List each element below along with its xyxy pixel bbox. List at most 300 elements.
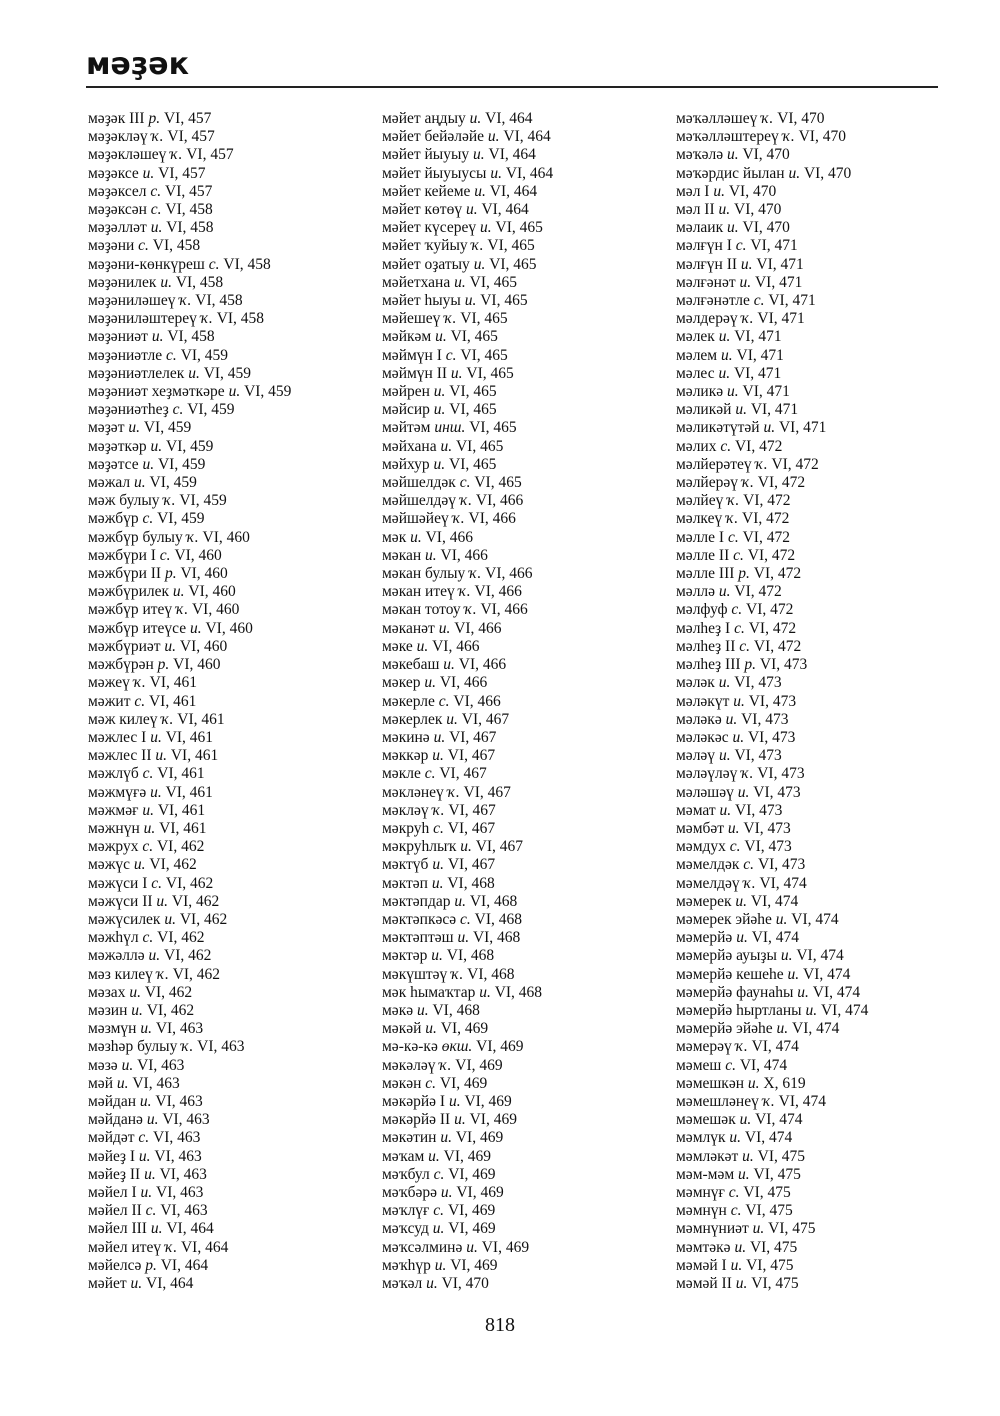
index-entry <box>88 711 291 729</box>
entry-word: мәҙәниәт хеҙмәткәре <box>88 383 225 401</box>
entry-part-of-speech: и. <box>805 1001 818 1019</box>
entry-word: мәйдан <box>88 1092 137 1110</box>
entry-reference: VI, 460 <box>184 583 236 601</box>
entry-reference: VI, 469 <box>436 1074 488 1092</box>
entry-word: мәйхур <box>382 455 430 473</box>
index-entry <box>382 693 553 711</box>
entry-part-of-speech: ҡ. <box>762 1092 775 1110</box>
entry-reference: VI, 469 <box>451 1056 503 1074</box>
entry-reference: VI, 463 <box>128 1074 180 1092</box>
index-entry <box>676 1129 868 1147</box>
entry-part-of-speech: и. <box>735 892 748 910</box>
entry-part-of-speech: ҡ. <box>156 965 169 983</box>
entry-part-of-speech: ҡ. <box>439 1056 452 1074</box>
entry-reference: VI, 474 <box>751 1111 803 1129</box>
entry-reference: VI, 466 <box>449 692 501 710</box>
index-entry <box>382 966 553 984</box>
index-entry <box>676 693 868 711</box>
entry-part-of-speech: и. <box>416 1001 429 1019</box>
entry-part-of-speech: и. <box>435 328 447 346</box>
entry-reference: VI, 463 <box>151 1092 203 1110</box>
entry-word: мәҡәлләшеү <box>676 110 758 127</box>
entry-reference: VI, 458 <box>161 201 213 219</box>
index-entry <box>382 383 553 401</box>
entry-word: мәмат <box>676 801 716 819</box>
entry-word: мәкан булыу <box>382 565 466 583</box>
entry-word: мәликәтүтәй <box>676 419 760 437</box>
entry-reference: VI, 470 <box>800 164 852 182</box>
entry-reference: VI, 470 <box>730 201 782 219</box>
entry-reference: VI, 457 <box>182 146 234 164</box>
entry-reference: VI, 474 <box>817 1001 869 1019</box>
entry-part-of-speech: и. <box>228 383 241 401</box>
entry-word: мәжүс <box>88 856 131 874</box>
entry-reference: VI, 459 <box>145 474 197 492</box>
entry-reference: VI, 470 <box>794 128 846 146</box>
entry-word: мәжбүр итеүсе <box>88 619 187 637</box>
index-entry <box>382 565 553 583</box>
entry-word: мәйтәм <box>382 419 431 437</box>
entry-reference: VI, 459 <box>240 383 292 401</box>
entry-word: мәләкә <box>676 710 722 728</box>
index-entry <box>676 583 868 601</box>
entry-word: мәлфуф <box>676 601 728 619</box>
entry-reference: VI, 458 <box>163 328 215 346</box>
entry-word: мәкан <box>382 546 422 564</box>
entry-part-of-speech: и. <box>740 255 753 273</box>
entry-reference: VI, 465 <box>465 419 517 437</box>
entry-reference: VI, 466 <box>472 492 524 510</box>
entry-reference: VI, 461 <box>153 801 206 819</box>
entry-part-of-speech: и. <box>440 1183 453 1201</box>
index-entry <box>382 1075 553 1093</box>
entry-word: мәмерйә фаунаһы <box>676 983 794 1001</box>
entry-word: мәлес <box>676 364 715 382</box>
entry-reference: VI, 458 <box>219 255 271 273</box>
entry-word: мәҡәрдис йылан <box>676 164 785 182</box>
index-entry <box>88 784 291 802</box>
entry-part-of-speech: и. <box>742 1147 754 1165</box>
entry-reference: VI, 475 <box>741 1202 793 1220</box>
entry-word: мәктүб <box>382 856 429 874</box>
entry-part-of-speech: ҡ. <box>743 874 756 892</box>
entry-part-of-speech: р. <box>148 110 161 127</box>
entry-reference: VI, 475 <box>742 1256 794 1274</box>
entry-reference: VI, 466 <box>435 674 488 692</box>
entry-part-of-speech: с. <box>142 929 154 947</box>
entry-word: мәлих <box>676 437 717 455</box>
entry-reference: VI, 470 <box>738 146 790 164</box>
entry-part-of-speech: с. <box>729 838 741 856</box>
entry-word: мәжлес I <box>88 728 147 746</box>
entry-reference: VI, 465 <box>485 255 537 273</box>
entry-word: мәканәт <box>382 619 435 637</box>
entry-word: мәмерйә кешеһе <box>676 965 784 983</box>
entry-part-of-speech: и. <box>150 728 162 746</box>
entry-reference: VI, 457 <box>161 182 213 200</box>
entry-word: мәҙәткәр <box>88 437 147 455</box>
entry-part-of-speech: и. <box>138 1147 151 1165</box>
entry-part-of-speech: с. <box>142 765 154 783</box>
entry-reference: VI, 467 <box>443 856 496 874</box>
entry-part-of-speech: и. <box>480 219 492 237</box>
index-entry <box>676 146 868 164</box>
entry-part-of-speech: и. <box>142 455 155 473</box>
index-entry <box>88 1057 291 1075</box>
entry-word: мәйел II <box>88 1202 142 1220</box>
entry-reference: VI, 473 <box>744 692 797 710</box>
entry-reference: VI, 463 <box>150 1147 202 1165</box>
entry-reference: VI, 463 <box>152 1183 204 1201</box>
index-entry <box>382 583 553 601</box>
entry-part-of-speech: и. <box>464 292 477 310</box>
index-entry <box>382 765 553 783</box>
entry-part-of-speech: и. <box>734 1238 747 1256</box>
entry-reference: VI, 472 <box>738 528 790 546</box>
entry-word: мәмерйә һыртланы <box>676 1001 802 1019</box>
entry-part-of-speech: и. <box>454 1111 466 1129</box>
entry-part-of-speech: и. <box>428 1147 440 1165</box>
entry-word: мәжит <box>88 692 131 710</box>
index-entry <box>676 1257 868 1275</box>
entry-part-of-speech: с. <box>438 692 450 710</box>
index-entry <box>382 674 553 692</box>
entry-word: мәкебаш <box>382 656 440 674</box>
entry-word: мәзах <box>88 983 126 1001</box>
index-entry <box>676 984 868 1002</box>
index-entry <box>676 401 868 419</box>
entry-part-of-speech: с. <box>734 619 745 637</box>
entry-reference: VI, 473 <box>754 856 806 874</box>
entry-part-of-speech: ҡ. <box>432 801 445 819</box>
entry-word: мәйет һыуы <box>382 292 461 310</box>
index-entry <box>382 237 553 255</box>
index-entry <box>382 1093 553 1111</box>
entry-reference: VI, 458 <box>171 273 224 291</box>
entry-part-of-speech: с. <box>735 237 747 255</box>
entry-part-of-speech: и. <box>160 273 172 291</box>
entry-part-of-speech: ҡ. <box>471 237 484 255</box>
entry-part-of-speech: с. <box>150 201 162 219</box>
entry-reference: VI, 463 <box>133 1056 185 1074</box>
entry-reference: VI, 465 <box>445 383 497 401</box>
index-entry <box>676 492 868 510</box>
entry-reference: VI, 469 <box>444 1165 496 1183</box>
entry-word: мәкерлек <box>382 710 443 728</box>
index-entry <box>676 1093 868 1111</box>
entry-part-of-speech: с. <box>138 1129 150 1147</box>
index-entry <box>88 510 291 528</box>
entry-part-of-speech: и. <box>739 1111 752 1129</box>
index-entry <box>676 1275 868 1293</box>
entry-word: мәжбүри II <box>88 565 162 583</box>
entry-part-of-speech: и. <box>424 674 436 692</box>
index-entry <box>676 165 868 183</box>
entry-reference: VI, 474 <box>741 1129 793 1147</box>
entry-reference: VI, 462 <box>153 838 205 856</box>
entry-part-of-speech: и. <box>446 710 458 728</box>
index-entry <box>88 966 291 984</box>
entry-word: мәжһүл <box>88 929 139 947</box>
entry-part-of-speech: и. <box>440 1129 452 1147</box>
index-entry <box>88 984 291 1002</box>
entry-word: мәҙәкләшеү <box>88 146 167 164</box>
entry-word: мәж килеү <box>88 710 158 728</box>
index-entry <box>676 1202 868 1220</box>
entry-reference: VI, 475 <box>747 1275 799 1292</box>
entry-word: мәжал <box>88 474 131 492</box>
index-entry <box>382 784 553 802</box>
index-entry <box>88 1184 291 1202</box>
entry-reference: VI, 460 <box>170 546 222 564</box>
entry-part-of-speech: и. <box>721 346 733 364</box>
entry-reference: VI, 462 <box>153 929 205 947</box>
entry-word: мәмерйә <box>676 929 733 947</box>
entry-part-of-speech: с. <box>739 637 751 655</box>
index-entry <box>88 438 291 456</box>
entry-reference: VI, 469 <box>436 1020 489 1038</box>
index-entry <box>382 929 553 947</box>
entry-reference: VI, 462 <box>160 947 212 965</box>
entry-reference: VI, 473 <box>737 710 789 728</box>
entry-reference: VI, 461 <box>166 747 219 765</box>
entry-word: мәжүси I <box>88 874 148 892</box>
index-entry <box>88 656 291 674</box>
index-entry <box>382 1202 553 1220</box>
entry-part-of-speech: и. <box>142 801 154 819</box>
entry-word: мәҡәл <box>382 1275 423 1292</box>
index-entry <box>382 183 553 201</box>
entry-word: мәм-мәм <box>676 1165 735 1183</box>
index-column-2 <box>382 110 553 1293</box>
entry-part-of-speech: и. <box>150 437 163 455</box>
entry-part-of-speech: и. <box>739 273 752 291</box>
entry-part-of-speech: и. <box>487 128 500 146</box>
index-entry <box>676 674 868 692</box>
entry-reference: VI, 474 <box>792 947 844 965</box>
entry-part-of-speech: ҡ. <box>452 510 465 528</box>
index-entry <box>676 620 868 638</box>
entry-part-of-speech: и. <box>432 747 444 765</box>
index-entry <box>88 492 291 510</box>
entry-word: мәкәләү <box>382 1056 436 1074</box>
entry-word: мәктәп <box>382 874 428 892</box>
index-entry <box>382 292 553 310</box>
entry-reference: VI, 463 <box>193 1038 245 1056</box>
entry-word: мәкер <box>382 674 421 692</box>
index-entry <box>676 565 868 583</box>
entry-part-of-speech: и. <box>454 273 466 291</box>
entry-part-of-speech: ҡ. <box>761 110 774 127</box>
index-entry <box>88 219 291 237</box>
entry-word: мәҡлүғ <box>382 1202 430 1220</box>
entry-word: мәк һымаҡтар <box>382 983 476 1001</box>
entry-reference: VI, 471 <box>732 346 784 364</box>
entry-word: мәҙәк III <box>88 110 145 127</box>
entry-part-of-speech: с. <box>445 346 457 364</box>
index-entry <box>88 274 291 292</box>
index-entry <box>382 510 553 528</box>
entry-reference: VI, 472 <box>749 565 802 583</box>
entry-part-of-speech: и. <box>130 1275 143 1292</box>
index-entry <box>382 256 553 274</box>
entry-word: мәллә <box>676 583 716 601</box>
index-entry <box>88 110 291 128</box>
entry-word: мәжбүри I <box>88 546 156 564</box>
index-entry <box>88 529 291 547</box>
entry-word: мәлйерәү <box>676 474 738 492</box>
entry-reference: VI, 459 <box>139 419 192 437</box>
entry-word: мәкинә <box>382 728 430 746</box>
index-entry <box>382 347 553 365</box>
entry-part-of-speech: и. <box>725 710 738 728</box>
entry-word: мәмерек <box>676 892 732 910</box>
entry-word: мәмлүк <box>676 1129 726 1147</box>
entry-word: мәк <box>382 528 407 546</box>
entry-reference: VI, 475 <box>746 1238 798 1256</box>
entry-reference: VI, 469 <box>452 1183 504 1201</box>
entry-part-of-speech: с. <box>134 692 146 710</box>
entry-reference: VI, 474 <box>787 910 839 928</box>
index-entry <box>676 656 868 674</box>
entry-word: мәҙәниәтле <box>88 346 163 364</box>
entry-reference: VI, 464 <box>485 182 538 200</box>
index-entry <box>382 1166 553 1184</box>
index-column-3 <box>676 110 868 1293</box>
entry-reference: VI, 468 <box>469 929 521 947</box>
index-entry <box>676 856 868 874</box>
entry-part-of-speech: с. <box>166 346 177 364</box>
entry-part-of-speech: и. <box>426 1275 438 1292</box>
entry-reference: VI, 465 <box>445 401 497 419</box>
entry-word: мәмнүн <box>676 1202 727 1220</box>
entry-reference: VI, 474 <box>774 1092 827 1110</box>
entry-reference: VI, 466 <box>481 565 533 583</box>
entry-reference: VI, 458 <box>148 237 201 255</box>
entry-part-of-speech: и. <box>440 437 453 455</box>
entry-word: мәйет кейеме <box>382 182 471 200</box>
entry-word: мәймүн I <box>382 346 442 364</box>
entry-word: мәҡбәрә <box>382 1183 437 1201</box>
entry-part-of-speech: ҡ. <box>186 528 199 546</box>
entry-part-of-speech: и. <box>752 1220 765 1238</box>
entry-word: мәлек <box>676 328 715 346</box>
index-entry <box>88 802 291 820</box>
entry-part-of-speech: р. <box>145 1256 157 1274</box>
index-entry <box>676 110 868 128</box>
entry-part-of-speech: с. <box>730 1202 742 1220</box>
entry-word: мә-кә-кә <box>382 1038 438 1056</box>
index-entry <box>88 1148 291 1166</box>
entry-part-of-speech: с. <box>424 765 436 783</box>
index-entry <box>382 856 553 874</box>
entry-part-of-speech: и. <box>425 546 437 564</box>
entry-reference: VI, 466 <box>421 528 473 546</box>
index-entry <box>382 947 553 965</box>
index-entry <box>676 911 868 929</box>
entry-part-of-speech: ҡ. <box>464 601 477 619</box>
entry-reference: VI, 469 <box>446 1256 498 1274</box>
index-entry <box>88 1129 291 1147</box>
entry-part-of-speech: и. <box>797 983 809 1001</box>
entry-part-of-speech: и. <box>473 255 486 273</box>
index-entry <box>88 1239 291 1257</box>
page-number: 818 <box>485 1314 515 1336</box>
index-entry <box>676 929 868 947</box>
entry-word: мәзмүн <box>88 1020 137 1038</box>
entry-reference: VI, 471 <box>730 328 782 346</box>
entry-part-of-speech: инш. <box>434 419 466 437</box>
entry-word: мәйсир <box>382 401 430 419</box>
entry-reference: VI, 464 <box>481 110 533 127</box>
entry-part-of-speech: ҡ. <box>458 583 471 601</box>
entry-word: мәккәр <box>382 747 429 765</box>
entry-word: мәжәллә <box>88 947 145 965</box>
entry-reference: VI, 469 <box>460 1092 512 1110</box>
index-entry <box>676 529 868 547</box>
index-entry <box>382 328 553 346</box>
entry-word: мәмәй II <box>676 1275 732 1292</box>
entry-word: мәмбәт <box>676 819 725 837</box>
index-entry <box>88 747 291 765</box>
index-entry <box>88 1075 291 1093</box>
index-entry <box>88 601 291 619</box>
entry-reference: VI, 473 <box>756 656 808 674</box>
entry-part-of-speech: и. <box>738 1165 750 1183</box>
index-entry <box>676 601 868 619</box>
entry-part-of-speech: ҡ. <box>755 455 768 473</box>
entry-word: мәкәй <box>382 1020 422 1038</box>
entry-word: мәмләкәт <box>676 1147 739 1165</box>
index-entry <box>88 1220 291 1238</box>
entry-word: мәмнүғ <box>676 1183 725 1201</box>
entry-word: мәжүси II <box>88 892 153 910</box>
entry-word: мәкерле <box>382 692 435 710</box>
entry-word: мәйетхана <box>382 273 451 291</box>
index-entry <box>382 128 553 146</box>
entry-reference: VI, 474 <box>808 983 861 1001</box>
entry-part-of-speech: и. <box>474 182 486 200</box>
entry-word: мәләкәс <box>676 728 729 746</box>
index-entry <box>676 711 868 729</box>
entry-reference: VI, 472 <box>744 619 797 637</box>
entry-part-of-speech: ҡ. <box>447 783 460 801</box>
index-entry <box>382 201 553 219</box>
entry-reference: VI, 469 <box>477 1238 530 1256</box>
entry-part-of-speech: и. <box>433 728 446 746</box>
entry-part-of-speech: с. <box>433 1202 445 1220</box>
index-entry <box>382 802 553 820</box>
index-entry <box>382 1038 553 1056</box>
entry-reference: VI, 464 <box>484 146 536 164</box>
entry-word: мәкруһлыҡ <box>382 838 457 856</box>
entry-reference: VI, 463 <box>149 1129 201 1147</box>
entry-part-of-speech: и. <box>719 801 732 819</box>
index-entry <box>382 165 553 183</box>
entry-reference: VI, 473 <box>744 728 796 746</box>
entry-word: мәлғәнәт <box>676 273 736 291</box>
entry-word: мәмешәк <box>676 1111 736 1129</box>
entry-word: мәлем <box>676 346 718 364</box>
entry-word: мәжбүрән <box>88 656 154 674</box>
index-entry <box>676 219 868 237</box>
index-entry <box>382 638 553 656</box>
entry-part-of-speech: и. <box>140 1020 152 1038</box>
entry-word: мәктәптәш <box>382 929 454 947</box>
entry-part-of-speech: с. <box>433 1165 445 1183</box>
entry-part-of-speech: и. <box>735 401 747 419</box>
entry-reference: VI, 472 <box>738 510 790 528</box>
